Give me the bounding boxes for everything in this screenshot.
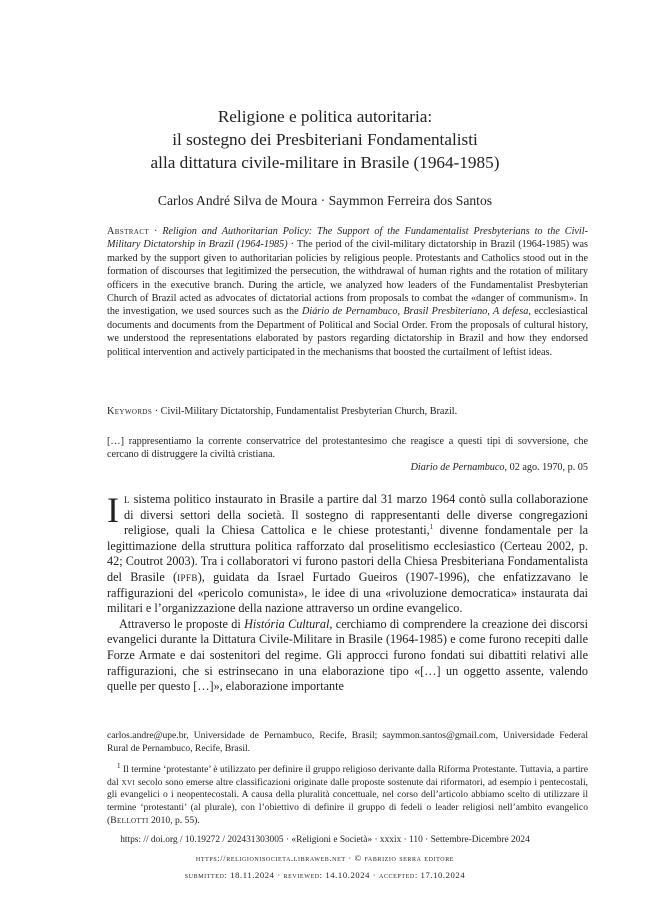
footnotes [107, 730, 588, 827]
p2-text-b: , cerchiamo di comprendere la creazione dei discorsi evangelici durante la Dittatura Civile-Militare in Brasile (1964-1985) e come furono recepiti dalle Forze Armate e dai sostenitori del regime. Gli approcci furono fondati sui dibattiti relativi alle raffigurazioni, che si estrinsecano in una elaborazione tipo «[…] un oggetto assente, valendo quelle per questo […]», elaborazione importante [107, 616, 588, 694]
article-body [107, 492, 588, 695]
epigraph-source-date: , 02 ago. 1970, p. 05 [504, 462, 588, 473]
abstract-text-1: · The period of the civil-military dictatorship in Brazil (1964-1985) was marked by the support given to authoritarian policies by religious people. Protestants and Catholics stood out in the formation of discourses that legitimized the persecution, the withdrawal of human rights and the rotation of military officers in the executive branch. During the article, we analyzed how leaders of the Fundamentalist Presbyterian Church of Brazil acted as advocates of dictatorial actions from proposals to combat the «danger of communism». In the investigation, we used sources such as the [107, 239, 588, 318]
fn1-text-a: Il termine ‘protestante’ è utilizzato per definire il gruppo religioso derivante dalla Riforma Protestante. Tuttavia, a partire dal [107, 764, 588, 788]
fn1-text-b: secolo sono emerse altre classificazioni originate dalle proposte sostenute dai riformatori, ad esempio i pentecostali, gli evangelici o i neopentecostali. A causa della pluralità concettuale, nel corso dell’articolo abbiamo scelto di utilizzare il termine ‘protestanti’ (al plurale), con l’obiettivo di definire il gruppo di fedeli o leader religiosi nell’ambito evangelico ( [107, 776, 589, 826]
p1-text-a: sistema politico instaurato in Brasile a partire dal 31 marzo 1964 contò sulla collaborazione di diversi settori della società. Il sostegno di rappresentanti delle diverse congregazioni religiose, quali la Chiesa Cattolica e le chiese protestanti, [124, 492, 588, 538]
title-line-2: il sostegno dei Presbiteriani Fondamentalisti [172, 130, 478, 149]
fn1-text-c: 2010, p. 55). [148, 814, 200, 826]
abstract [107, 225, 588, 359]
author-line: Carlos André Silva de Moura · Saymmon Ferreira dos Santos [157, 193, 493, 208]
keywords-text: · Civil-Military Dictatorship, Fundamentalist Presbyterian Church, Brazil. [152, 406, 458, 417]
doi-line[interactable]: https: // doi.org / 10.19272 / 202431303005 · «Religioni e Società» · xxxix · 110 · Settembre-Dicembre 2024 [120, 835, 530, 845]
p2-italic: História Cultural [244, 616, 330, 631]
drop-cap: I [107, 490, 119, 530]
publisher-line[interactable]: https://religionisocieta.libraweb.net · © fabrizio serra editore [195, 853, 455, 863]
epigraph-quote: […] rappresentiamo la corrente conservatrice del protestantesimo che reagisce a questi tipi di sovversione, che cercano di distruggere la civiltà cristiana. [107, 436, 588, 461]
submission-dates: submitted: 18.11.2024 · reviewed: 14.10.2024 · accepted: 17.10.2024 [184, 870, 466, 880]
fn1-author: Bellotti [110, 814, 149, 826]
body-paragraph-2 [107, 617, 588, 695]
footnote-ref-1[interactable]: 1 [429, 523, 434, 532]
drop-cap-continuation: l [124, 492, 130, 506]
footnote-1 [107, 764, 588, 827]
abstract-sources: Diário de Pernambuco, Brasil Presbiteriano, A defesa [302, 306, 529, 318]
abstract-text-2: , ecclesiastical documents and documents from the Department of Political and Social Order. From the proposals of cultural history, we understood the representations elaborated by pastors regarding dictatorship in Brazil and how they endorsed political intervention and actively participated in the mechanisms that boosted the curtailment of leftist ideas. [107, 306, 588, 358]
footnote-1-number: 1 [117, 762, 121, 770]
epigraph-source [107, 462, 588, 473]
abstract-label: Abstract [107, 226, 150, 237]
article-title [0, 105, 650, 174]
abstract-separator: · [149, 226, 163, 237]
epigraph-source-title: Diario de Pernambuco [410, 462, 505, 473]
keywords [107, 405, 588, 418]
p1-abbrev-ipfb: ipfb [177, 569, 198, 584]
author-affiliations: carlos.andre@upe.br, Universidade de Pernambuco, Recife, Brasil; saymmon.santos@gmail.com, Universidade Federal Rural de Pernambuco, Recife, Brasil. [107, 730, 588, 754]
keywords-label: Keywords [107, 406, 153, 417]
p2-text-a: Attraverso le proposte di [119, 616, 245, 631]
p1-text-c: ), guidata da Israel Furtado Gueiros (1907-1996), che enfatizzavano le raffigurazioni del «pericolo comunista», le idee di una «rivoluzione democratica» instaurata dai militari e l’organizzazione della nazione attraverso un ordine evangelico. [107, 569, 588, 616]
p1-text-b: divenne fondamentale per la legittimazione della struttura politica rafforzato dal proselitismo ecclesiastico (Certeau 2002, p. 42; Coutrot 2003). Tra i collaboratori vi furono pastori della Chiesa Presbiteriana Fondamentalista del Brasile ( [107, 523, 588, 584]
title-line-1: Religione e politica autoritaria: [217, 107, 433, 126]
title-line-3: alla dittatura civile-militare in Brasile (1964-1985) [150, 153, 500, 172]
abstract-english-title: Religion and Authoritarian Policy: The Support of the Fundamentalist Presbyterians to the Civil-Military Dictatorship in Brazil (1964-1985) [107, 226, 588, 251]
fn1-century: xvi [121, 776, 136, 788]
body-paragraph-1 [107, 492, 588, 617]
